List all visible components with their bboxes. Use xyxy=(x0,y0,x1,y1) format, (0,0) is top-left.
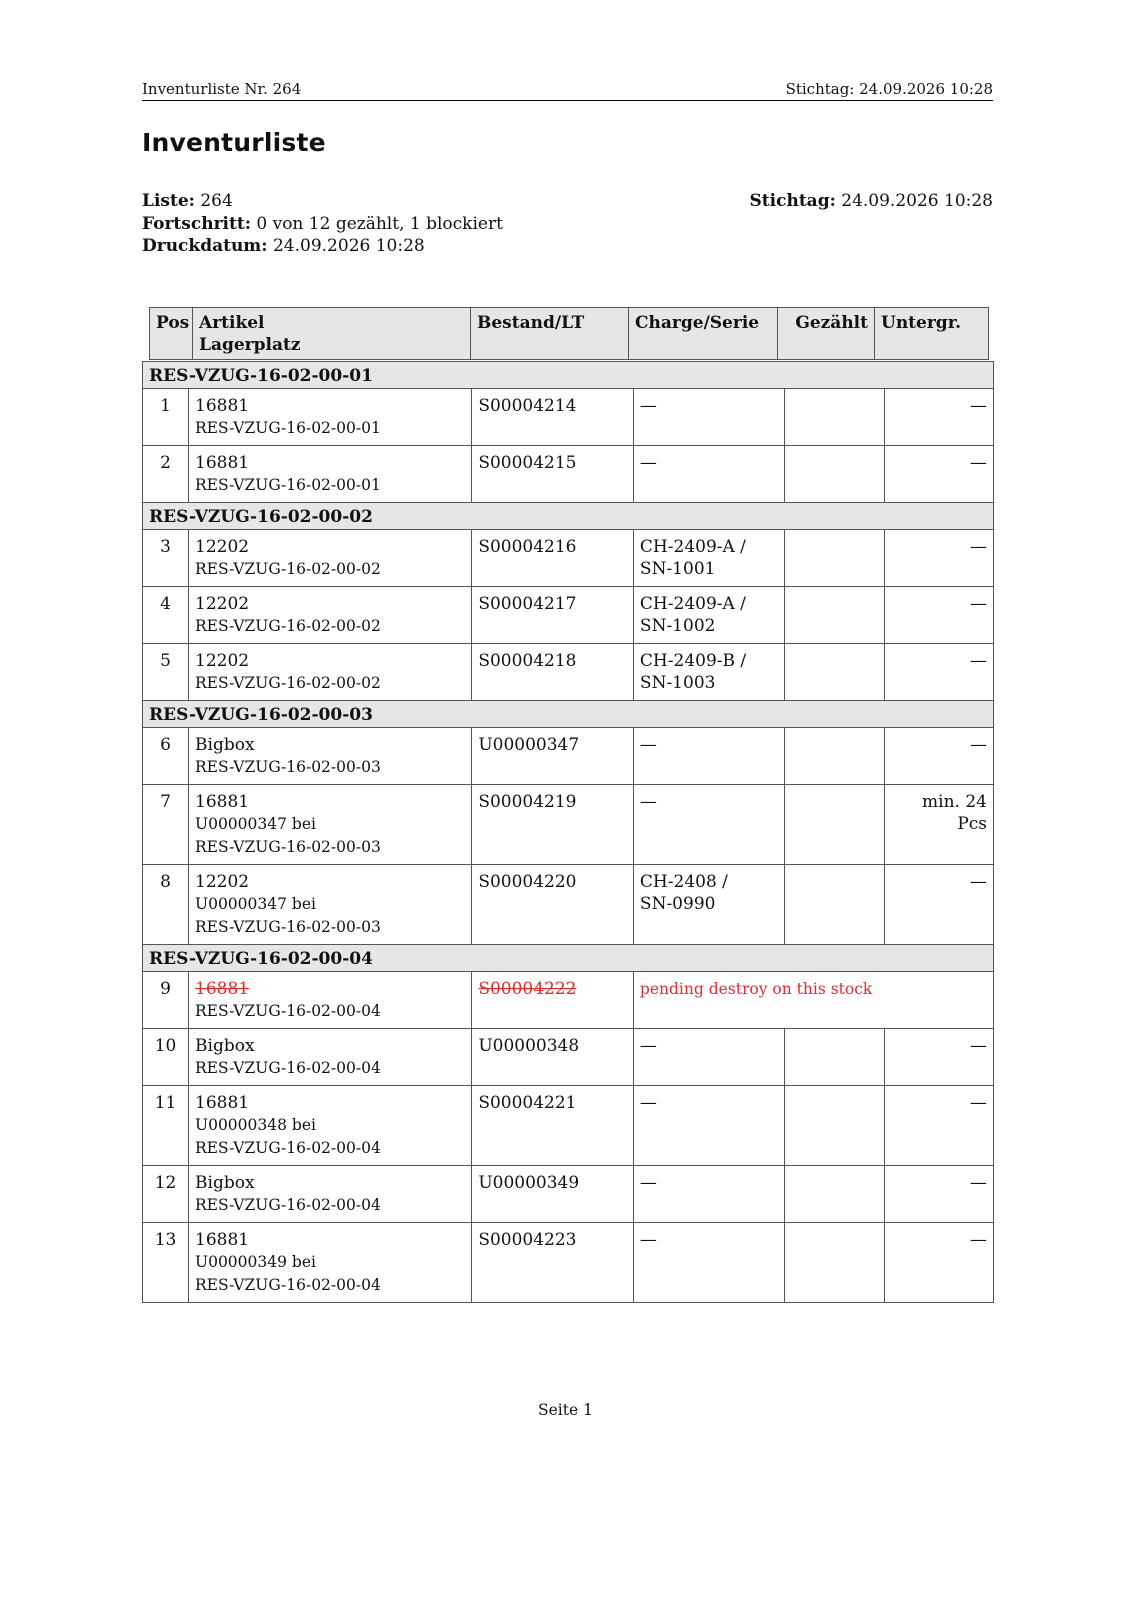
cell-charge xyxy=(633,389,784,446)
cell-bestand: S00004216 xyxy=(472,530,634,587)
page-number: Seite 1 xyxy=(538,1401,593,1419)
table-row xyxy=(143,1086,994,1166)
cell-bestand: S00004223 xyxy=(472,1223,634,1303)
charge-line: CH-2409-A / xyxy=(639,537,746,557)
cell-untergr: — xyxy=(884,587,994,644)
charge-line: — xyxy=(639,1093,657,1113)
cell-charge xyxy=(633,1029,784,1086)
artikel-number: Bigbox xyxy=(195,1173,255,1193)
cell-artikel xyxy=(189,644,472,701)
cell-untergr: — xyxy=(884,1166,994,1223)
cell-artikel xyxy=(189,587,472,644)
table-row xyxy=(143,389,994,446)
lagerplatz-line: RES-VZUG-16-02-00-01 xyxy=(195,476,381,494)
artikel-number: 16881 xyxy=(195,1093,250,1113)
cell-bestand: S00004221 xyxy=(472,1086,634,1166)
lagerplatz-line: RES-VZUG-16-02-00-02 xyxy=(195,560,381,578)
bestand-value: S00004222 xyxy=(478,979,577,999)
running-header-right: Stichtag: 24.09.2026 10:28 xyxy=(785,80,993,98)
cell-untergr: — xyxy=(884,1086,994,1166)
charge-line: SN-0990 xyxy=(639,894,716,914)
cell-untergr: — xyxy=(884,446,994,503)
cell-artikel xyxy=(189,389,472,446)
cell-pos: 12 xyxy=(143,1166,189,1223)
inventory-table xyxy=(142,361,994,1303)
meta-fortschritt: Fortschritt: 0 von 12 gezählt, 1 blockiert xyxy=(142,213,503,234)
artikel-number: 16881 xyxy=(195,1230,250,1250)
cell-pos: 6 xyxy=(143,728,189,785)
cell-pos: 13 xyxy=(143,1223,189,1303)
cell-untergr: min. 24 Pcs xyxy=(884,785,994,865)
cell-gezaehlt[interactable] xyxy=(785,587,884,644)
cell-blocked-note xyxy=(633,972,993,1029)
artikel-number: Bigbox xyxy=(195,735,255,755)
meta-stichtag: Stichtag: 24.09.2026 10:28 xyxy=(749,191,993,211)
charge-line: — xyxy=(639,1230,657,1250)
cell-bestand: U00000349 xyxy=(472,1166,634,1223)
cell-charge xyxy=(633,644,784,701)
cell-gezaehlt[interactable] xyxy=(785,1086,884,1166)
artikel-number: 12202 xyxy=(195,872,250,892)
cell-bestand xyxy=(472,972,634,1029)
cell-artikel xyxy=(189,1223,472,1303)
charge-line: — xyxy=(639,396,657,416)
charge-line: SN-1003 xyxy=(639,673,716,693)
location-group-row xyxy=(143,362,994,389)
table-row xyxy=(143,587,994,644)
column-header-gezaehlt: Gezählt xyxy=(778,308,875,360)
lagerplatz-line: RES-VZUG-16-02-00-03 xyxy=(195,838,381,856)
lagerplatz-line: RES-VZUG-16-02-00-03 xyxy=(195,918,381,936)
charge-line: — xyxy=(639,453,657,473)
table-header xyxy=(149,307,989,360)
running-header xyxy=(142,79,993,101)
meta-druckdatum: Druckdatum: 24.09.2026 10:28 xyxy=(142,236,425,256)
cell-pos: 11 xyxy=(143,1086,189,1166)
column-header-untergr: Untergr. xyxy=(875,308,989,360)
meta-liste: Liste: 264 xyxy=(142,191,233,211)
lagerplatz-line: U00000349 bei xyxy=(195,1253,316,1271)
cell-pos: 9 xyxy=(143,972,189,1029)
cell-untergr: — xyxy=(884,644,994,701)
cell-gezaehlt[interactable] xyxy=(785,1166,884,1223)
cell-charge xyxy=(633,1223,784,1303)
cell-charge xyxy=(633,1166,784,1223)
cell-pos: 4 xyxy=(143,587,189,644)
cell-gezaehlt[interactable] xyxy=(785,1223,884,1303)
artikel-number: 16881 xyxy=(195,792,250,812)
lagerplatz-line: RES-VZUG-16-02-00-04 xyxy=(195,1002,381,1020)
meta-block xyxy=(142,190,993,258)
cell-artikel xyxy=(189,785,472,865)
cell-artikel xyxy=(189,865,472,945)
cell-bestand: S00004220 xyxy=(472,865,634,945)
table-row xyxy=(143,785,994,865)
cell-bestand: S00004217 xyxy=(472,587,634,644)
cell-bestand: U00000348 xyxy=(472,1029,634,1086)
column-header-pos: Pos xyxy=(150,308,193,360)
lagerplatz-line: U00000347 bei xyxy=(195,895,316,913)
table-row xyxy=(143,1223,994,1303)
cell-charge xyxy=(633,530,784,587)
artikel-number: 16881 xyxy=(195,979,250,999)
cell-artikel xyxy=(189,972,472,1029)
cell-bestand: S00004214 xyxy=(472,389,634,446)
artikel-number: 16881 xyxy=(195,396,250,416)
cell-untergr: — xyxy=(884,728,994,785)
charge-line: SN-1001 xyxy=(639,559,716,579)
table-row xyxy=(143,446,994,503)
location-group-row xyxy=(143,945,994,972)
artikel-number: 12202 xyxy=(195,537,250,557)
cell-artikel xyxy=(189,728,472,785)
location-group-label: RES-VZUG-16-02-00-03 xyxy=(143,701,994,728)
cell-untergr: — xyxy=(884,530,994,587)
cell-gezaehlt[interactable] xyxy=(785,644,884,701)
charge-line: — xyxy=(639,792,657,812)
table-row xyxy=(143,1029,994,1086)
cell-bestand: S00004218 xyxy=(472,644,634,701)
artikel-number: Bigbox xyxy=(195,1036,255,1056)
cell-pos: 10 xyxy=(143,1029,189,1086)
cell-artikel xyxy=(189,446,472,503)
document-title: Inventurliste xyxy=(142,128,326,157)
cell-gezaehlt[interactable] xyxy=(785,728,884,785)
table-row xyxy=(143,865,994,945)
location-group-label: RES-VZUG-16-02-00-01 xyxy=(143,362,994,389)
cell-gezaehlt[interactable] xyxy=(785,1029,884,1086)
cell-pos: 7 xyxy=(143,785,189,865)
lagerplatz-line: U00000347 bei xyxy=(195,815,316,833)
charge-line: — xyxy=(639,735,657,755)
cell-gezaehlt[interactable] xyxy=(785,389,884,446)
lagerplatz-line: RES-VZUG-16-02-00-04 xyxy=(195,1276,381,1294)
lagerplatz-line: RES-VZUG-16-02-00-04 xyxy=(195,1139,381,1157)
cell-pos: 1 xyxy=(143,389,189,446)
cell-gezaehlt[interactable] xyxy=(785,530,884,587)
location-group-row xyxy=(143,701,994,728)
cell-untergr: — xyxy=(884,1223,994,1303)
cell-charge xyxy=(633,1086,784,1166)
cell-pos: 3 xyxy=(143,530,189,587)
cell-bestand: S00004215 xyxy=(472,446,634,503)
running-header-left: Inventurliste Nr. 264 xyxy=(142,80,302,98)
location-group-label: RES-VZUG-16-02-00-04 xyxy=(143,945,994,972)
cell-untergr: — xyxy=(884,865,994,945)
charge-line: CH-2409-B / xyxy=(639,651,747,671)
cell-charge xyxy=(633,587,784,644)
lagerplatz-line: RES-VZUG-16-02-00-02 xyxy=(195,674,381,692)
cell-untergr: — xyxy=(884,1029,994,1086)
artikel-number: 12202 xyxy=(195,651,250,671)
cell-artikel xyxy=(189,530,472,587)
cell-pos: 8 xyxy=(143,865,189,945)
charge-line: SN-1002 xyxy=(639,616,716,636)
blocked-note: pending destroy on this stock xyxy=(639,980,873,998)
table-row xyxy=(143,1166,994,1223)
lagerplatz-line: RES-VZUG-16-02-00-01 xyxy=(195,419,381,437)
cell-charge xyxy=(633,446,784,503)
column-header-artikel: Artikel Lagerplatz xyxy=(193,308,471,360)
cell-charge xyxy=(633,785,784,865)
charge-line: CH-2409-A / xyxy=(639,594,746,614)
lagerplatz-line: U00000348 bei xyxy=(195,1116,316,1134)
location-group-row xyxy=(143,503,994,530)
cell-untergr: — xyxy=(884,389,994,446)
column-header-charge: Charge/Serie xyxy=(629,308,778,360)
cell-bestand: S00004219 xyxy=(472,785,634,865)
lagerplatz-line: RES-VZUG-16-02-00-03 xyxy=(195,758,381,776)
table-row-blocked xyxy=(143,972,994,1029)
location-group-label: RES-VZUG-16-02-00-02 xyxy=(143,503,994,530)
cell-gezaehlt[interactable] xyxy=(785,785,884,865)
lagerplatz-line: RES-VZUG-16-02-00-04 xyxy=(195,1059,381,1077)
cell-pos: 2 xyxy=(143,446,189,503)
artikel-number: 16881 xyxy=(195,453,250,473)
cell-pos: 5 xyxy=(143,644,189,701)
charge-line: — xyxy=(639,1036,657,1056)
lagerplatz-line: RES-VZUG-16-02-00-02 xyxy=(195,617,381,635)
inventory-table-body xyxy=(143,362,994,1303)
artikel-number: 12202 xyxy=(195,594,250,614)
charge-line: — xyxy=(639,1173,657,1193)
table-row xyxy=(143,728,994,785)
cell-bestand: U00000347 xyxy=(472,728,634,785)
charge-line: CH-2408 / xyxy=(639,872,728,892)
lagerplatz-line: RES-VZUG-16-02-00-04 xyxy=(195,1196,381,1214)
cell-artikel xyxy=(189,1166,472,1223)
cell-artikel xyxy=(189,1086,472,1166)
cell-artikel xyxy=(189,1029,472,1086)
cell-gezaehlt[interactable] xyxy=(785,865,884,945)
table-row xyxy=(143,644,994,701)
table-row xyxy=(143,530,994,587)
cell-charge xyxy=(633,728,784,785)
cell-gezaehlt[interactable] xyxy=(785,446,884,503)
cell-charge xyxy=(633,865,784,945)
column-header-bestand: Bestand/LT xyxy=(471,308,629,360)
